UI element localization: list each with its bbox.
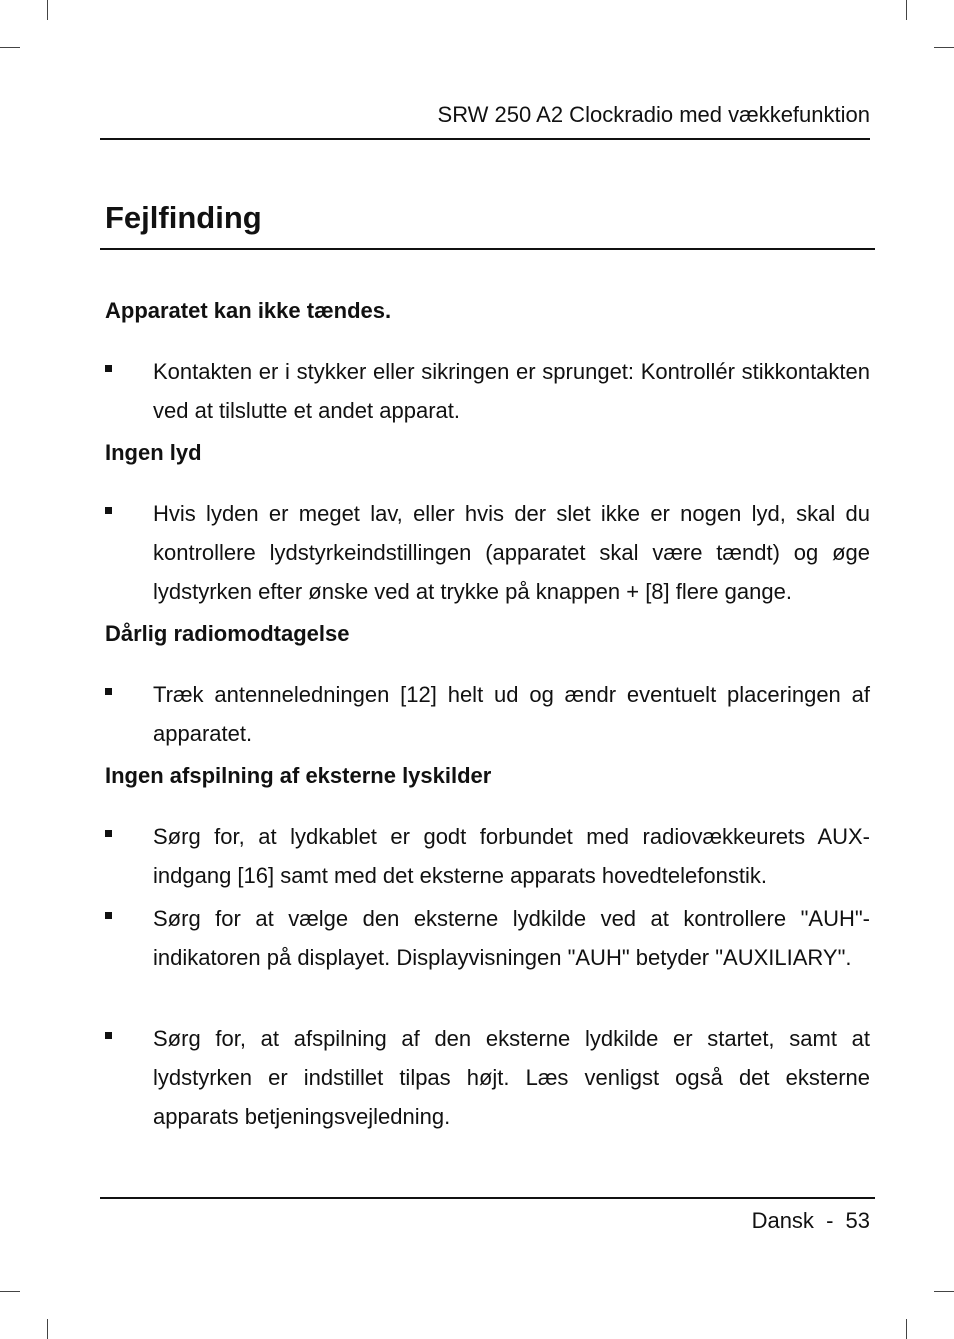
- running-header: SRW 250 A2 Clockradio med vækkefunktion: [437, 102, 870, 127]
- list-item: [105, 494, 870, 611]
- crop-mark: [934, 47, 954, 48]
- footer-separator: -: [826, 1208, 834, 1233]
- footer-language: Dansk: [751, 1208, 814, 1233]
- bullet-icon: [105, 830, 112, 837]
- page-number: 53: [845, 1208, 870, 1233]
- crop-mark: [0, 47, 20, 48]
- page-title: Fejlfinding: [105, 200, 262, 235]
- crop-mark: [906, 1319, 907, 1339]
- footer-rule: [100, 1197, 875, 1199]
- crop-mark: [0, 1291, 20, 1292]
- header-rule: [100, 138, 870, 140]
- crop-mark: [934, 1291, 954, 1292]
- page-footer: [100, 1206, 870, 1236]
- list-item-text: Sørg for at vælge den eksterne lydkilde ved at kontrollere "AUH"-indikatoren på displayet. Displayvisningen "AUH" betyder "AUXILIARY".: [153, 906, 870, 970]
- bullet-icon: [105, 365, 112, 372]
- list-item: [105, 899, 870, 977]
- section-heading: Apparatet kan ikke tændes.: [105, 298, 392, 323]
- section-heading: Ingen afspilning af eksterne lyskilder: [105, 763, 492, 788]
- list-item-text: Kontakten er i stykker eller sikringen er sprunget: Kontrollér stikkontakten ved at tilslutte et andet apparat.: [153, 359, 870, 423]
- list-item-text: Træk antenneledningen [12] helt ud og ændr eventuelt placeringen af apparatet.: [153, 682, 870, 746]
- bullet-icon: [105, 688, 112, 695]
- section-heading: Ingen lyd: [105, 440, 202, 465]
- crop-mark: [47, 1319, 48, 1339]
- bullet-icon: [105, 912, 112, 919]
- list-item: [105, 817, 870, 895]
- list-item-text: Sørg for, at lydkablet er godt forbundet med radiovækkeurets AUX-indgang [16] samt med det eksterne apparats hovedtelefonstik.: [153, 824, 870, 888]
- crop-mark: [47, 0, 48, 20]
- section-heading: Dårlig radiomodtagelse: [105, 621, 350, 646]
- crop-mark: [906, 0, 907, 20]
- list-item: [105, 1019, 870, 1136]
- bullet-icon: [105, 507, 112, 514]
- title-rule: [100, 248, 875, 250]
- list-item-text: Sørg for, at afspilning af den eksterne lydkilde er startet, samt at lydstyrken er indstillet tilpas højt. Læs venligst også det eksterne apparats betjeningsvejledning.: [153, 1026, 870, 1129]
- bullet-icon: [105, 1032, 112, 1039]
- list-item: [105, 352, 870, 430]
- list-item: [105, 675, 870, 753]
- list-item-text: Hvis lyden er meget lav, eller hvis der slet ikke er nogen lyd, skal du kontrollere lydstyrkeindstillingen (apparatet skal være tændt) og øge lydstyrken efter ønske ved at trykke på knappen + [8] flere gange.: [153, 501, 870, 604]
